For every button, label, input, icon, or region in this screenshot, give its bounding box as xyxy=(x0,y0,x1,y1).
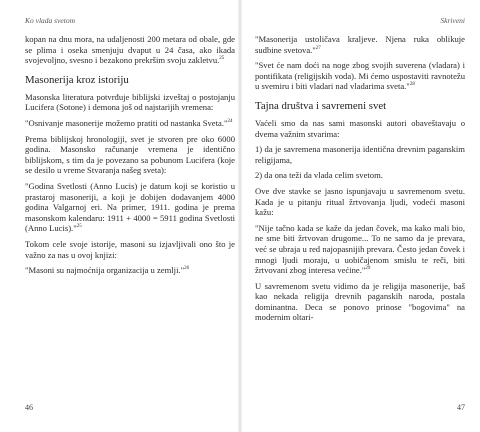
paragraph: Masonska literatura potvrđuje biblijski izveštaj o postojanju Lucifera (Sotone) i demona još od najstarijih vremena: xyxy=(25,91,235,113)
left-page xyxy=(25,0,235,432)
paragraph-text: "Masonerija ustoličava kraljeve. Njena ruka oblikuje sudbine svetova." xyxy=(255,34,465,55)
quote-paragraph xyxy=(25,265,235,276)
quote-paragraph xyxy=(255,34,465,55)
paragraph-text: "Svet će nam doći na noge zbog svojih suverena (vladara) i pontifikata (religijskih voda). Mi ćemo uspostaviti ravnotežu u svemiru i biti vladari nad vladarima sveta." xyxy=(255,60,465,92)
page-text xyxy=(25,34,235,281)
page-text xyxy=(255,34,465,328)
book-gutter xyxy=(238,0,242,432)
section-heading: Tajna društva i savremeni svet xyxy=(255,99,387,112)
footnote-ref: 24 xyxy=(227,119,233,125)
paragraph-text: "Godina Svetlosti (Anno Lucis) je datum koji se koristio u prastaroj masoneriji, a koji je dobijen dodavanjem 4000 godina Valgarnoj eri. Na primer, 1911. godina je prema masonskom kalendaru: 1911 + 4000 = 5911 godina Svetlosti (Anno Lucis)." xyxy=(25,180,235,234)
page-number: 47 xyxy=(457,403,465,412)
running-head: Ko vlada svetom xyxy=(25,16,75,25)
page-number: 46 xyxy=(25,403,33,412)
list-item: 2) da ona teži da vlada celim svetom. xyxy=(255,170,383,181)
paragraph-text: "Masoni su najmoćnija organizacija u zemlji." xyxy=(25,265,185,276)
footnote-ref: 26 xyxy=(184,266,190,272)
paragraph: U savremenom svetu vidimo da je religija masonerije, baš kao nekada religija drevnih paganskih naroda, postala dominantna. Deca se ponovo prinose "bogovima" na modernim oltari- xyxy=(255,280,465,323)
running-head: Skriveni xyxy=(440,16,465,25)
list-item: 1) da je savremena masonerija identična drevnim paganskim religijama, xyxy=(255,144,465,165)
paragraph: Vaćeli smo da nas sami masonski autori obaveštavaju o dvema važnim stvarima: xyxy=(255,117,465,139)
quote-paragraph xyxy=(25,181,235,234)
paragraph-text: "Osnivanje masonerije možemo pratiti od nastanka Sveta." xyxy=(25,117,228,128)
quote-paragraph xyxy=(25,118,235,129)
paragraph: Prema biblijskoj hronologiji, svet je stvoren pre oko 6000 godina. Masonsko računanje vremena je identično biblijskom, s tim da je povezano sa pobunom Lucifera (koje se desilo u vreme Stvaranja našeg sveta): xyxy=(25,133,235,176)
footnote-ref: 27 xyxy=(315,45,321,51)
quote-paragraph xyxy=(255,60,465,92)
right-page xyxy=(255,0,465,432)
paragraph: Ove dve stavke se jasno ispunjavaju u savremenom svetu. Kada je u pitanju ritual žrtvovanja ljudi, vodeći masoni kažu: xyxy=(255,185,465,218)
footnote-ref: 28 xyxy=(409,82,415,88)
paragraph-text: kopan na dnu mora, na udaljenosti 200 metara od obale, gde se plima i oseka smenjuju dvaput u 24 časa, ako ikada svojevoljno, svesno i bezakono prekršim svoju zakletvu. xyxy=(25,34,235,66)
paragraph xyxy=(25,34,235,66)
footnote-ref: 29 xyxy=(365,266,371,272)
footnote-ref: 25 xyxy=(219,56,225,62)
quote-paragraph xyxy=(255,223,465,276)
paragraph: Tokom cele svoje istorije, masoni su izjavljivali ono što je važno za nas u ovoj knjizi: xyxy=(25,238,235,260)
section-heading: Masonerija kroz istoriju xyxy=(25,73,129,86)
footnote-ref: 25 xyxy=(76,224,82,230)
paragraph-text: "Nije tačno kada se kaže da jedan čovek, ma kako mali bio, ne sme biti žrtvovan drugome... To ne samo da je prevara, već se ubraja u red najopasnijih prevara. Često jedan čovek i mnogi ljudi moraju, u uobičajenom smislu te reči, biti žrtvovani zbog interesa većine." xyxy=(255,222,465,276)
